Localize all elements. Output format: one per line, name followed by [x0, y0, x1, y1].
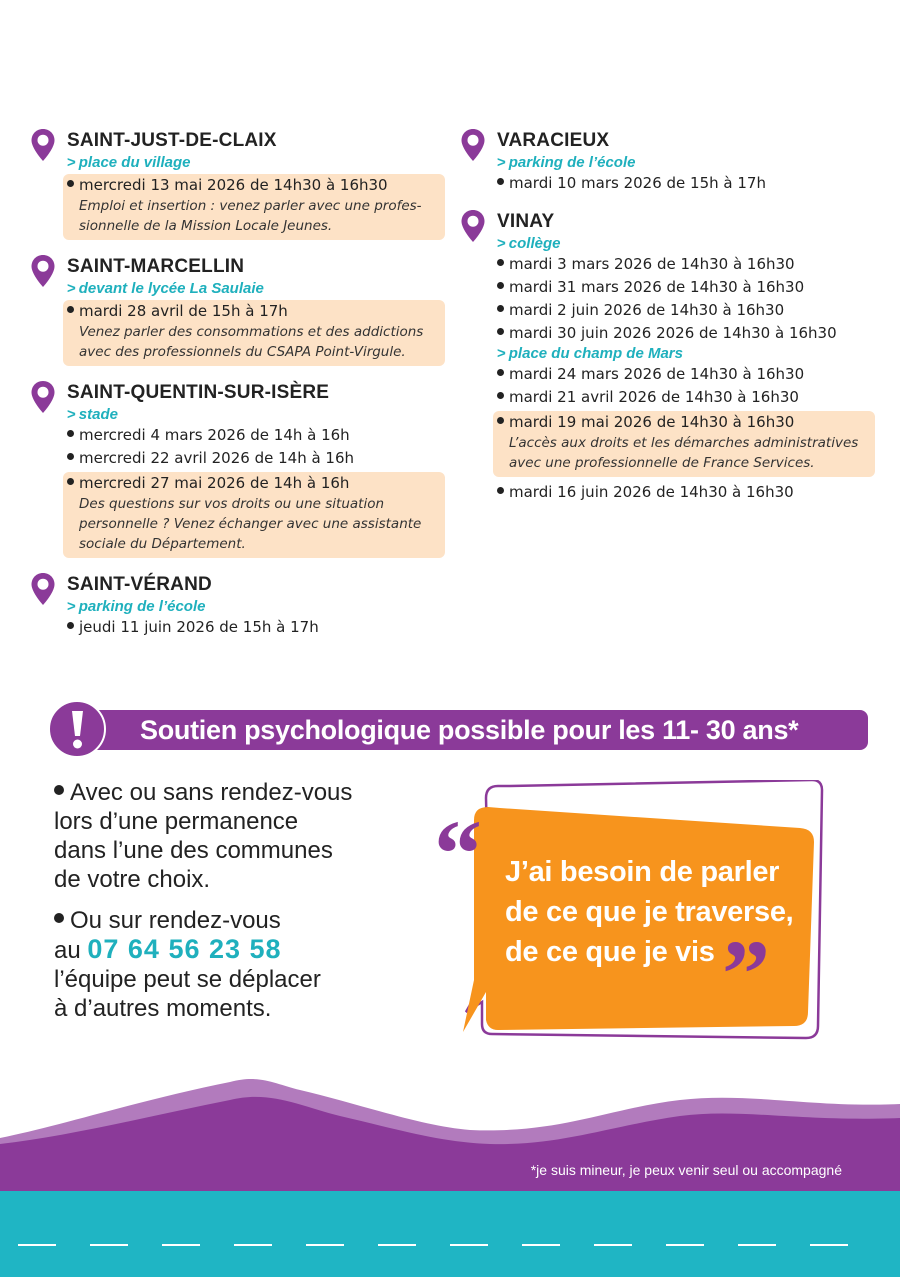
- date-text: mardi 21 avril 2026 de 14h30 à 16h30: [509, 388, 799, 406]
- open-quote-mark: “: [434, 800, 482, 907]
- support-line: l’équipe peut se déplacer: [54, 966, 321, 993]
- chevron-right-icon: >: [67, 280, 76, 297]
- location-pin-icon: [30, 572, 56, 606]
- date-text: mercredi 22 avril 2026 de 14h à 16h: [79, 449, 355, 467]
- bullet-dot: [497, 487, 504, 494]
- phone-number[interactable]: 07 64 56 23 58: [87, 934, 282, 964]
- chevron-right-icon: >: [497, 235, 506, 252]
- support-line: Ou sur rendez-vous: [70, 907, 281, 934]
- date-item: [497, 299, 875, 322]
- close-quote-mark: ”: [722, 920, 770, 1027]
- date-item: [67, 616, 445, 639]
- place-name: collège: [508, 235, 561, 252]
- location-pin-icon: [460, 209, 486, 243]
- chevron-right-icon: >: [67, 598, 76, 615]
- date-text: mardi 3 mars 2026 de 14h30 à 16h30: [509, 255, 795, 273]
- date-item: [497, 253, 875, 276]
- place-name: devant le lycée La Saulaie: [78, 280, 264, 297]
- chevron-right-icon: >: [497, 345, 506, 362]
- bullet-dot: [67, 453, 74, 460]
- banner-title: Soutien psychologique possible pour les 11- 30 ans*: [140, 715, 799, 745]
- support-text: [54, 778, 394, 1035]
- support-line: lors d’une permanence: [54, 808, 299, 835]
- date-item: [497, 386, 875, 409]
- place-label: [67, 598, 445, 616]
- support-line: de votre choix.: [54, 866, 211, 893]
- place-label: [497, 154, 875, 172]
- highlight-box: [493, 411, 875, 477]
- date-text: mardi 31 mars 2026 de 14h30 à 16h30: [509, 278, 805, 296]
- date-item: [67, 424, 445, 447]
- quote-line: de ce que je vis: [505, 936, 715, 968]
- support-line: dans l’une des communes: [54, 837, 333, 864]
- note-line: sionnelle de la Mission Locale Jeunes.: [79, 218, 333, 234]
- bullet-dot: [67, 622, 74, 629]
- left-schedule-column: [30, 128, 445, 653]
- support-banner: [48, 700, 868, 758]
- place-name: parking de l’école: [508, 154, 636, 171]
- date-text: mercredi 27 mai 2026 de 14h à 16h: [79, 474, 350, 492]
- place-name: parking de l’école: [78, 598, 206, 615]
- highlight-box: [63, 472, 445, 558]
- place-name: place du champ de Mars: [508, 345, 683, 362]
- bullet-dot: [497, 417, 504, 424]
- footnote: *je suis mineur, je peux venir seul ou accompagné: [530, 1162, 842, 1178]
- bullet-dot: [497, 305, 504, 312]
- support-prefix: au: [54, 937, 81, 964]
- note-line: avec une professionnelle de France Services.: [509, 455, 815, 471]
- date-text: mardi 24 mars 2026 de 14h30 à 16h30: [509, 365, 805, 383]
- note-line: Venez parler des consommations et des addictions: [79, 324, 424, 340]
- chevron-right-icon: >: [67, 406, 76, 423]
- bullet-dot: [67, 478, 74, 485]
- exclamation-icon: [48, 700, 106, 758]
- town-name: SAINT-JUST-DE-CLAIX: [67, 130, 277, 151]
- bullet-dot: [54, 785, 64, 795]
- place-label: [497, 345, 875, 363]
- date-item: [497, 276, 875, 299]
- town-block: [460, 209, 875, 504]
- location-pin-icon: [30, 128, 56, 162]
- date-item: [497, 481, 875, 504]
- date-text: mercredi 4 mars 2026 de 14h à 16h: [79, 426, 350, 444]
- bullet-dot: [67, 306, 74, 313]
- note-line: L’accès aux droits et les démarches administratives: [509, 435, 859, 451]
- bullet-dot: [497, 259, 504, 266]
- chevron-right-icon: >: [67, 154, 76, 171]
- note-line: sociale du Département.: [79, 536, 246, 552]
- bullet-dot: [67, 430, 74, 437]
- quote-line: de ce que je traverse,: [505, 896, 794, 928]
- place-label: [67, 154, 445, 172]
- town-name: VARACIEUX: [497, 130, 610, 151]
- place-label: [67, 280, 445, 298]
- quote-text: [505, 852, 825, 972]
- date-item: [497, 412, 869, 433]
- town-name: SAINT-QUENTIN-SUR-ISÈRE: [67, 382, 330, 403]
- town-block: [30, 380, 445, 558]
- town-name: SAINT-MARCELLIN: [67, 256, 245, 277]
- bullet-dot: [67, 180, 74, 187]
- place-label: [67, 406, 445, 424]
- location-pin-icon: [30, 254, 56, 288]
- bullet-dot: [497, 392, 504, 399]
- town-block: [30, 128, 445, 240]
- note-line: Des questions sur vos droits ou une situation: [79, 496, 385, 512]
- highlight-box: [63, 174, 445, 240]
- date-item: [67, 301, 439, 322]
- date-text: mardi 19 mai 2026 de 14h30 à 16h30: [509, 413, 795, 431]
- date-text: mardi 28 avril de 15h à 17h: [79, 302, 288, 320]
- location-pin-icon: [30, 380, 56, 414]
- place-label: [497, 235, 875, 253]
- date-text: mercredi 13 mai 2026 de 14h30 à 16h30: [79, 176, 388, 194]
- place-name: stade: [78, 406, 118, 423]
- town-name: SAINT-VÉRAND: [67, 574, 212, 595]
- bullet-dot: [497, 369, 504, 376]
- bullet-dot: [497, 328, 504, 335]
- date-item: [497, 172, 875, 195]
- bullet-dot: [497, 178, 504, 185]
- date-text: mardi 16 juin 2026 de 14h30 à 16h30: [509, 483, 794, 501]
- town-block: [30, 572, 445, 639]
- date-text: mardi 2 juin 2026 de 14h30 à 16h30: [509, 301, 785, 319]
- quote-line: J’ai besoin de parler: [505, 856, 780, 888]
- note-line: avec des professionnels du CSAPA Point-Virgule.: [79, 344, 406, 360]
- town-block: [460, 128, 875, 195]
- support-line: Avec ou sans rendez-vous: [70, 779, 353, 806]
- date-item: [67, 175, 439, 196]
- town-block: [30, 254, 445, 366]
- date-item: [67, 447, 445, 470]
- date-text: mardi 30 juin 2026 2026 de 14h30 à 16h30: [509, 324, 837, 342]
- location-pin-icon: [460, 128, 486, 162]
- date-text: mardi 10 mars 2026 de 15h à 17h: [509, 174, 766, 192]
- date-item: [497, 322, 875, 345]
- date-item: [497, 363, 875, 386]
- chevron-right-icon: >: [497, 154, 506, 171]
- bullet-dot: [497, 282, 504, 289]
- date-text: jeudi 11 juin 2026 de 15h à 17h: [79, 618, 319, 636]
- support-paragraph-1: [54, 778, 394, 894]
- bullet-dot: [54, 913, 64, 923]
- highlight-box: [63, 300, 445, 366]
- note-line: personnelle ? Venez échanger avec une assistante: [79, 516, 422, 532]
- town-name: VINAY: [497, 211, 555, 232]
- support-line: à d’autres moments.: [54, 995, 272, 1022]
- place-name: place du village: [78, 154, 191, 171]
- note-line: Emploi et insertion : venez parler avec une profes-: [79, 198, 422, 214]
- right-schedule-column: [460, 128, 875, 518]
- date-item: [67, 473, 439, 494]
- support-paragraph-2: [54, 906, 394, 1023]
